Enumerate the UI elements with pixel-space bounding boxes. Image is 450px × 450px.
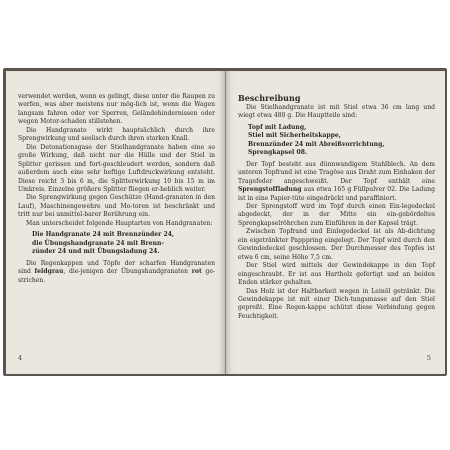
text-line: Der Topf besteht aus dünnwandigem Stahlblech. xyxy=(246,160,406,168)
right-paragraph-2 xyxy=(238,161,435,203)
text-line: An dem unteren Topfrand ist eine Tragöse aus xyxy=(238,160,435,177)
main-types-list xyxy=(32,231,215,256)
text-line: Topf wird durch den Gewindedeckel geschlossen. xyxy=(238,236,435,253)
left-paragraph-5 xyxy=(18,220,215,228)
text-line: scharfen Handgranaten sind feldgrau, die- xyxy=(18,259,215,276)
text-line: tungsmasse auf den Stiel gepreßt. Eine Regen- xyxy=(238,295,436,312)
parts-list xyxy=(248,124,435,158)
text-line: jenigen der Übungshandgranaten rot ge- xyxy=(80,268,215,276)
right-paragraph-5 xyxy=(238,262,435,287)
text-line: barer Berührung ein. xyxy=(84,211,150,219)
text-line: Die Handgranate 24 mit Brennzünder 24, xyxy=(32,231,175,239)
left-paragraph-6 xyxy=(18,260,215,285)
text-line: in der Kapsel trägt. xyxy=(358,219,419,227)
text-line: Die Regenkappen und Töpfe der xyxy=(26,259,136,267)
text-line: Die Handgranate wirkt hauptsächlich durch ihre xyxy=(26,126,215,134)
right-paragraph-6 xyxy=(238,288,435,322)
text-line: Der Stiel wird mittels der Gewindekappe in den xyxy=(246,262,417,270)
left-paragraph-3 xyxy=(18,144,215,195)
text-line: geschleudert werden, sondern daß außerdem auch xyxy=(18,160,215,177)
text-line: toren ist beschränkt und tritt nur bei unmittel- xyxy=(18,202,215,219)
text-line: Topf eingeschraubt. Er ist aus Hartholz gefertigt xyxy=(238,262,435,278)
text-line: Das Holz ist der Haltbarkeit wegen in Leinöl xyxy=(246,287,391,295)
text-line: granaten in den Lauf), Maschinengewehre und Mo- xyxy=(18,194,215,210)
text-line: Sprengwirkung und seelisch durch ihren starken xyxy=(18,135,170,143)
text-line: verwendet werden, wenn es gelingt, diese unter xyxy=(18,93,169,100)
text-line: eine so große Wirkung, daß nicht nur die Hülle xyxy=(18,143,215,160)
text-line: Der Sprengstoff wird im Topf durch einen Ein- xyxy=(246,202,402,210)
left-paragraph-1 xyxy=(18,93,215,127)
page-number-left: 4 xyxy=(18,354,23,362)
text-line: legedeckel abgedeckt, der in der Mitte ein ein- xyxy=(238,202,435,219)
text-line: Handgranaten: xyxy=(165,219,213,227)
text-line: Sprengkapsel 08. xyxy=(248,149,308,157)
text-line: lang und wiegt etwa 480 g. Die Hauptteile sind: xyxy=(238,104,435,120)
text-line: die Übungshandgranate 24 mit Brenn- xyxy=(32,239,164,247)
text-line: lich ist, wenn die Wagen langsam fahren oder vor xyxy=(18,101,215,117)
text-line: Man unterscheidet folgende Hauptarten von xyxy=(26,219,164,227)
text-line: Sperren, Geländehindernissen oder wegen Motor- xyxy=(18,109,215,126)
right-paragraph-1 xyxy=(238,104,435,121)
text-line: Topf mit Ladung, xyxy=(248,123,307,131)
left-paragraph-4 xyxy=(18,194,215,219)
right-page-text xyxy=(238,93,435,321)
text-line: im Umkreis. Einzelne größere Splitter fliegen er- xyxy=(18,177,215,193)
text-line: gebördeltes Sprengkapselröhrchen zum Einführen xyxy=(238,211,435,227)
text-line: heblich weiter. xyxy=(160,185,206,193)
text-line: Die Stielhandgranate ist mit Stiel etwa 36 cm xyxy=(246,104,402,111)
text-line: die Raupen zu werfen, was aber meistens nur mög- xyxy=(18,93,215,109)
text-line: kappe schützt diese Verbindung gegen Feuchtigkeit. xyxy=(238,304,435,320)
text-line: Knall. xyxy=(171,135,190,143)
text-line: eine sehr heftige Luftdruckwirkung entsteht. Diese xyxy=(18,169,215,185)
text-line: zünder 24 und mit Übungsladung 24. xyxy=(32,248,160,256)
text-line: Zwischen Topfrand und Einlegedeckel ist als Ab- xyxy=(246,228,408,236)
text-line: getränkt. Die Gewindekappe ist mit einer Dich- xyxy=(238,287,435,303)
right-paragraph-3 xyxy=(238,203,435,228)
right-page xyxy=(226,71,445,374)
text-line: Der Durchmesser des Topfes ist etwa 6 cm, seine xyxy=(238,245,435,261)
page-number-right: 5 xyxy=(426,354,431,362)
left-page-text xyxy=(18,93,215,285)
text-line: reicht 3 bis 6 m, die Splitterwirkung 10 bis 15 m xyxy=(38,177,204,185)
section-heading: Beschreibung xyxy=(238,93,301,103)
text-line: Stiel mit Sicherheitskappe, xyxy=(248,132,341,140)
text-line: Die Sprengwirkung gegen Geschütze (Hand- xyxy=(26,194,166,202)
text-line: Draht zum Einhaken der Tragefeder angeschweißt. xyxy=(238,169,435,185)
text-line: Höhe 7,5 cm. xyxy=(291,253,333,261)
left-page xyxy=(6,71,225,374)
text-line: tüte eingedrückt und paraffiniert. xyxy=(292,194,397,202)
text-line: Brennzünder 24 mit Abreißvorrichtung, xyxy=(248,140,385,148)
text-line: Die Detonationsgase der Stielhandgranate haben xyxy=(26,143,187,151)
text-line: dichtung ein eigetränkter Papppring eingelegt. Der xyxy=(238,228,435,244)
text-line: 165 g Füllpulver 02. Die Ladung ist in eine Papier- xyxy=(238,186,435,202)
text-line: strichen. xyxy=(18,276,46,284)
text-line: und an beiden Enden stärker gehalten. xyxy=(238,270,435,287)
right-paragraph-4 xyxy=(238,228,435,262)
text-line: Der Topf enthält eine Sprengstoffladung aus etwa xyxy=(238,177,435,194)
text-line: schaden stillstehen. xyxy=(61,118,123,126)
left-paragraph-2 xyxy=(18,127,215,144)
text-line: und der Stiel in Splitter gerissen und fort- xyxy=(18,152,215,168)
